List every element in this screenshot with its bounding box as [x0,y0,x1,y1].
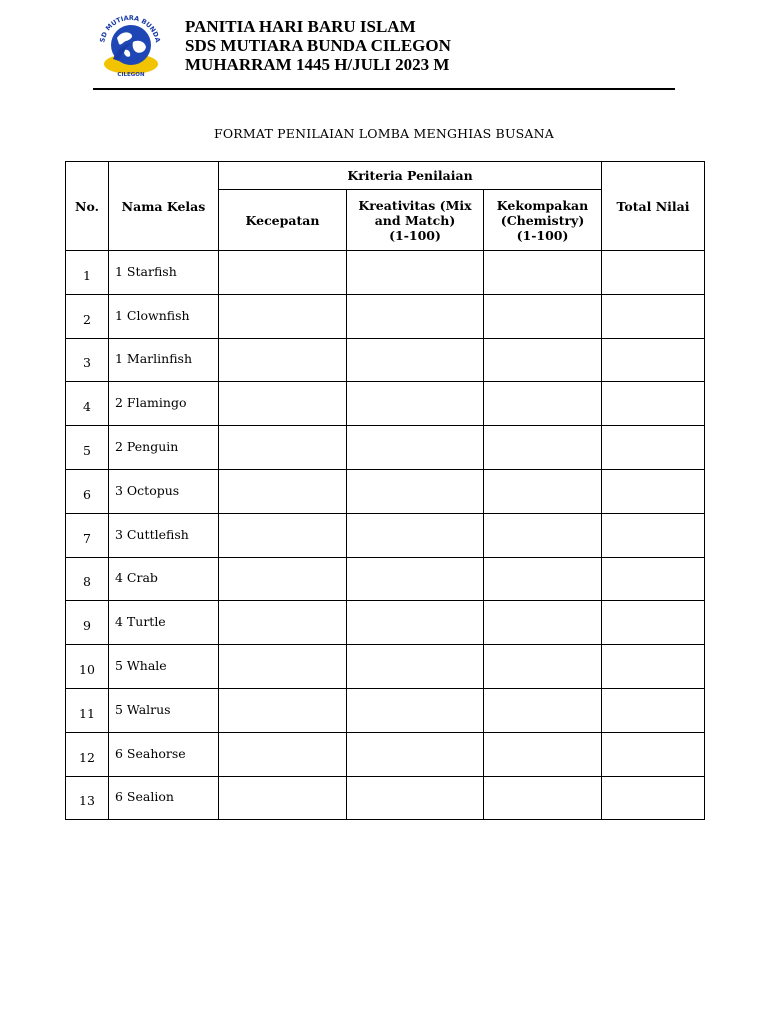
total-score-cell[interactable] [602,382,705,426]
document-title: FORMAT PENILAIAN LOMBA MENGHIAS BUSANA [213,126,555,141]
compactness-score-cell[interactable] [484,688,602,732]
creativity-score-cell[interactable] [347,294,484,338]
creativity-score-cell[interactable] [347,426,484,470]
table-body [66,251,705,820]
compactness-score-cell[interactable] [484,294,602,338]
header-compactness-line-3: (1-100) [516,227,569,243]
row-no-cell: 9 [66,601,109,645]
letterhead-line-2: SDS MUTIARA BUNDA CILEGON [185,36,451,55]
logo-bottom-text: CILEGON [117,72,145,78]
total-score-cell[interactable] [602,469,705,513]
row-no-cell: 11 [66,688,109,732]
row-no-cell: 5 [66,426,109,470]
speed-score-cell[interactable] [219,426,347,470]
header-class-name: Nama Kelas [109,162,219,251]
compactness-score-cell[interactable] [484,601,602,645]
header-creativity [347,190,484,251]
speed-score-cell[interactable] [219,688,347,732]
table-row [66,469,705,513]
row-no-cell: 13 [66,776,109,820]
compactness-score-cell[interactable] [484,338,602,382]
table-row [66,426,705,470]
creativity-score-cell[interactable] [347,732,484,776]
header-criteria: Kriteria Penilaian [219,162,602,190]
row-class-name-cell: 4 Turtle [109,601,219,645]
total-score-cell[interactable] [602,251,705,295]
row-class-name-cell: 2 Flamingo [109,382,219,426]
row-class-name-cell: 1 Starfish [109,251,219,295]
compactness-score-cell[interactable] [484,469,602,513]
speed-score-cell[interactable] [219,645,347,689]
row-no-cell: 6 [66,469,109,513]
row-class-name-cell: 1 Clownfish [109,294,219,338]
row-class-name-cell: 5 Whale [109,645,219,689]
row-no-cell: 7 [66,513,109,557]
compactness-score-cell[interactable] [484,251,602,295]
creativity-score-cell[interactable] [347,645,484,689]
speed-score-cell[interactable] [219,601,347,645]
header-compactness [484,190,602,251]
compactness-score-cell[interactable] [484,645,602,689]
speed-score-cell[interactable] [219,513,347,557]
creativity-score-cell[interactable] [347,382,484,426]
row-class-name-cell: 2 Penguin [109,426,219,470]
creativity-score-cell[interactable] [347,557,484,601]
creativity-score-cell[interactable] [347,688,484,732]
letterhead [185,17,451,74]
compactness-score-cell[interactable] [484,382,602,426]
row-no-cell: 1 [66,251,109,295]
total-score-cell[interactable] [602,601,705,645]
speed-score-cell[interactable] [219,557,347,601]
header-no: No. [66,162,109,251]
total-score-cell[interactable] [602,688,705,732]
school-logo [95,12,165,78]
letterhead-line-3: MUHARRAM 1445 H/JULI 2023 M [185,55,450,74]
total-score-cell[interactable] [602,338,705,382]
speed-score-cell[interactable] [219,732,347,776]
table-row [66,776,705,820]
creativity-score-cell[interactable] [347,251,484,295]
speed-score-cell[interactable] [219,251,347,295]
table-row [66,601,705,645]
header-compactness-line-2: (Chemistry) [500,212,585,228]
speed-score-cell[interactable] [219,338,347,382]
letterhead-divider [93,88,675,90]
letterhead-line-1: PANITIA HARI BARU ISLAM [185,17,416,36]
table-row [66,557,705,601]
logo-top-text: SD MUTIARA BUNDA [98,13,162,44]
creativity-score-cell[interactable] [347,776,484,820]
row-no-cell: 3 [66,338,109,382]
table-row [66,382,705,426]
header-compactness-line-1: Kekompakan [496,197,589,213]
total-score-cell[interactable] [602,557,705,601]
creativity-score-cell[interactable] [347,513,484,557]
row-no-cell: 8 [66,557,109,601]
row-class-name-cell: 3 Cuttlefish [109,513,219,557]
header-creativity-line-3: (1-100) [389,227,441,243]
row-no-cell: 10 [66,645,109,689]
row-class-name-cell: 3 Octopus [109,469,219,513]
total-score-cell[interactable] [602,426,705,470]
table-row [66,732,705,776]
total-score-cell[interactable] [602,776,705,820]
header-total: Total Nilai [602,162,705,251]
creativity-score-cell[interactable] [347,469,484,513]
row-no-cell: 4 [66,382,109,426]
total-score-cell[interactable] [602,732,705,776]
compactness-score-cell[interactable] [484,513,602,557]
creativity-score-cell[interactable] [347,601,484,645]
table-row [66,251,705,295]
total-score-cell[interactable] [602,294,705,338]
header-creativity-line-1: Kreativitas (Mix [358,197,472,213]
row-no-cell: 2 [66,294,109,338]
total-score-cell[interactable] [602,513,705,557]
compactness-score-cell[interactable] [484,557,602,601]
row-no-cell: 12 [66,732,109,776]
total-score-cell[interactable] [602,645,705,689]
header-speed: Kecepatan [219,190,347,251]
table-row [66,338,705,382]
row-class-name-cell: 6 Seahorse [109,732,219,776]
speed-score-cell[interactable] [219,294,347,338]
speed-score-cell[interactable] [219,469,347,513]
speed-score-cell[interactable] [219,382,347,426]
compactness-score-cell[interactable] [484,776,602,820]
table-row [66,294,705,338]
creativity-score-cell[interactable] [347,338,484,382]
row-class-name-cell: 1 Marlinfish [109,338,219,382]
row-class-name-cell: 5 Walrus [109,688,219,732]
compactness-score-cell[interactable] [484,426,602,470]
table-row [66,513,705,557]
row-class-name-cell: 6 Sealion [109,776,219,820]
speed-score-cell[interactable] [219,776,347,820]
table-row [66,688,705,732]
header-creativity-line-2: and Match) [374,212,456,228]
row-class-name-cell: 4 Crab [109,557,219,601]
table-row [66,645,705,689]
compactness-score-cell[interactable] [484,732,602,776]
scoring-table [65,161,705,820]
